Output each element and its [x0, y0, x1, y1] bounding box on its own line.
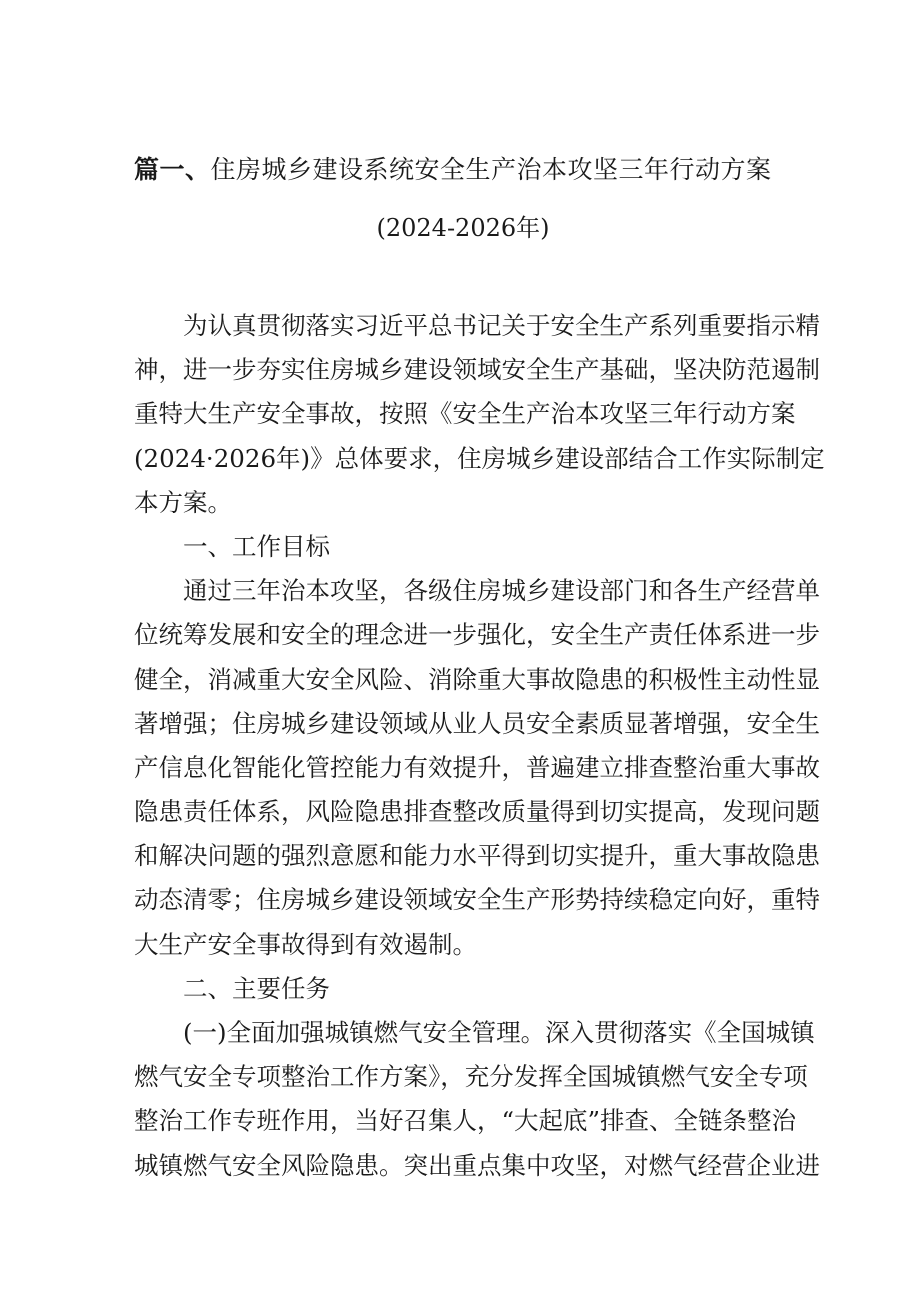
document-subtitle: (2024-2026年): [376, 214, 550, 242]
body-line: 二、主要任务: [183, 973, 330, 1003]
body-line: (一)全面加强城镇燃气安全管理。深入贯彻落实《全国城镇: [183, 1018, 815, 1047]
body-line: 著增强；住房城乡建设领域从业人员安全素质显著增强，安全生: [134, 708, 820, 738]
body-line: 一、工作目标: [183, 531, 330, 561]
body-line: 隐患责任体系，风险隐患排查整改质量得到切实提高，发现问题: [134, 797, 820, 827]
document-title: [134, 152, 772, 188]
body-line: 和解决问题的强烈意愿和能力水平得到切实提升，重大事故隐患: [134, 841, 820, 871]
body-line: 位统筹发展和安全的理念进一步强化，安全生产责任体系进一步: [134, 620, 820, 650]
body-line: 本方案。: [134, 487, 232, 517]
body-line: 为认真贯彻落实习近平总书记关于安全生产系列重要指示精: [183, 311, 820, 340]
document-body: [134, 304, 825, 1188]
title-prefix: 篇一、: [134, 155, 211, 184]
body-line: (2024·2026年)》总体要求，住房城乡建设部结合工作实际制定: [134, 443, 825, 473]
body-line: 大生产安全事故得到有效遏制。: [134, 929, 477, 959]
body-line: 城镇燃气安全风险隐患。突出重点集中攻坚，对燃气经营企业进: [134, 1150, 820, 1180]
body-line: 动态清零；住房城乡建设领域安全生产形势持续稳定向好，重特: [134, 885, 820, 915]
body-line: 产信息化智能化管控能力有效提升，普遍建立排查整治重大事故: [134, 752, 820, 782]
title-text: 住房城乡建设系统安全生产治本攻坚三年行动方案: [210, 155, 772, 184]
body-line: 燃气安全专项整治工作方案》，充分发挥全国城镇燃气安全专项: [134, 1062, 808, 1092]
body-line: 神，进一步夯实住房城乡建设领域安全生产基础，坚决防范遏制: [134, 355, 820, 385]
body-line: 重特大生产安全事故，按照《安全生产治本攻坚三年行动方案: [134, 399, 796, 429]
body-line: 整治工作专班作用，当好召集人，“大起底”排查、全链条整治: [134, 1106, 797, 1136]
body-line: 健全，消减重大安全风险、消除重大事故隐患的积极性主动性显: [134, 664, 820, 694]
body-line: 通过三年治本攻坚，各级住房城乡建设部门和各生产经营单: [183, 576, 820, 606]
